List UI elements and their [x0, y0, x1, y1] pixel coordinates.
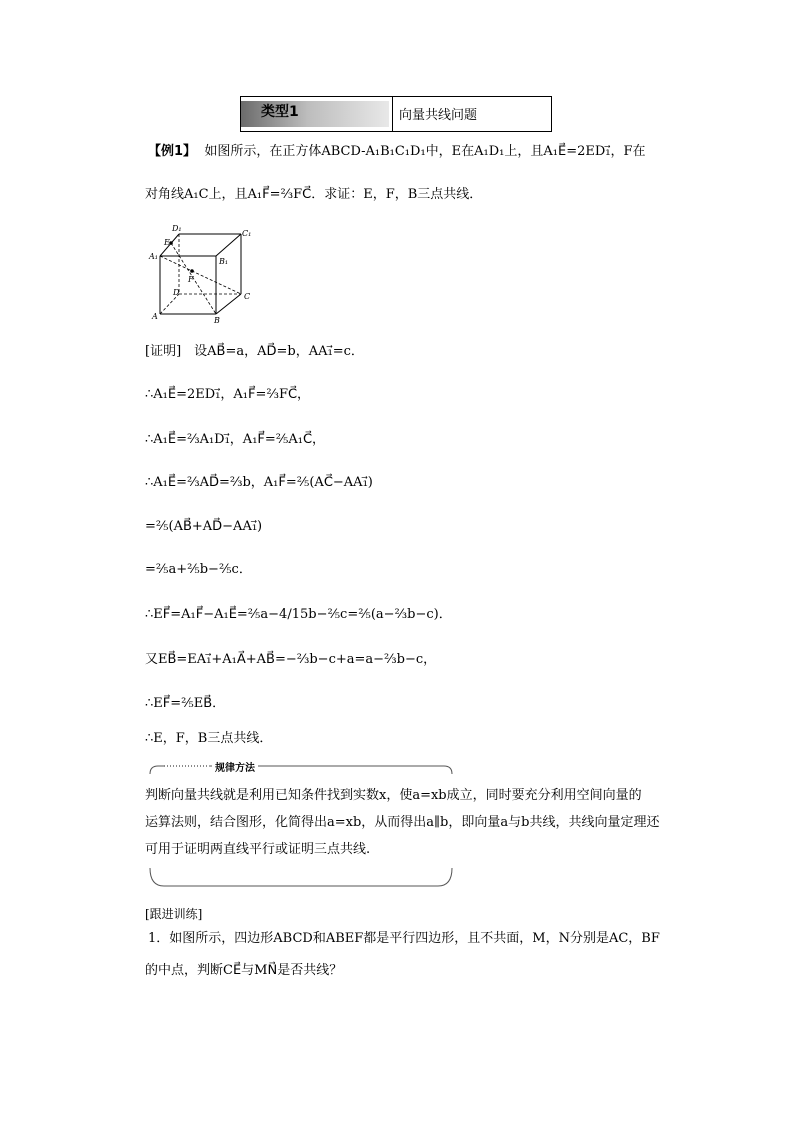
method-line-0: 判断向量共线就是利用已知条件找到实数x，使a=xb成立，同时要充分利用空间向量的: [145, 788, 642, 803]
proof-line-2: ∴A₁E⃗=⅔A₁D₁⃗，A₁F⃗=⅖A₁C⃗，: [145, 432, 326, 447]
proof-line-9: ∴E，F，B三点共线．: [145, 731, 273, 746]
proof-line-0: [证明] 设AB⃗=a，AD⃗=b，AA₁⃗=c．: [145, 344, 364, 359]
type-header-box: [240, 96, 552, 132]
type-title: 向量共线问题: [399, 108, 478, 123]
proof-line-1: ∴A₁E⃗=2ED₁⃗，A₁F⃗=⅔FC⃗，: [145, 387, 311, 402]
example-line-1: [148, 143, 646, 161]
method-line-2: 可用于证明两直线平行或证明三点共线.: [145, 842, 371, 857]
practice-line-2: 的中点，判断CE⃗与MN⃗是否共线？: [145, 963, 343, 978]
proof-line-8: ∴EF⃗=⅖EB⃗．: [145, 696, 226, 711]
type-label: 类型1: [261, 104, 299, 120]
label-c: C: [244, 292, 251, 301]
method-line-1: 运算法则，结合图形，化简得出a=xb，从而得出a∥b，即向量a与b共线，共线向量定理还: [145, 815, 660, 830]
label-b: B: [214, 316, 220, 325]
proof-line-3: ∴A₁E⃗=⅔AD⃗=⅔b，A₁F⃗=⅖(AC⃗−AA₁⃗): [145, 475, 373, 490]
example-tag: 【例1】: [148, 144, 197, 159]
type-divider: [392, 97, 393, 131]
edge-b1c1: [216, 234, 241, 256]
label-a: A: [152, 312, 158, 321]
label-a1: A₁: [149, 252, 158, 261]
cube-figure: [148, 222, 258, 326]
proof-line-7: 又EB⃗=EA₁⃗+A₁A⃗+AB⃗=−⅔b−c+a=a−⅔b−c，: [145, 652, 437, 667]
label-b1: B₁: [219, 257, 229, 266]
label-c1: C₁: [242, 229, 252, 238]
proof-line-4: =⅖(AB⃗+AD⃗−AA₁⃗): [145, 519, 263, 534]
proof-line-6: ∴EF⃗=A₁F⃗−A₁E⃗=⅖a−4/15b−⅖c=⅖(a−⅔b−c)．: [145, 607, 452, 622]
label-d: D: [173, 288, 180, 297]
example-line-2: 对角线A₁C上，且A₁F⃗=⅔FC⃗．求证：E，F，B三点共线．: [145, 187, 483, 202]
method-title: 规律方法: [212, 759, 258, 774]
label-f: F: [188, 275, 194, 284]
practice-line-1: 1．如图所示，四边形ABCD和ABEF都是平行四边形，且不共面，M，N分别是AC，BF: [148, 931, 660, 946]
point-f: [190, 269, 194, 273]
example-text-1: 如图所示，在正方体ABCD-A₁B₁C₁D₁中，E在A₁D₁上，且A₁E⃗=2ED₁⃗，F在: [204, 144, 646, 159]
edge-ad: [160, 294, 179, 314]
label-e: E: [164, 238, 170, 247]
practice-tag: [跟进训练]: [145, 907, 203, 921]
label-d1: D₁: [172, 224, 182, 233]
proof-line-5: =⅖a+⅖b−⅖c．: [145, 562, 252, 577]
edge-bc: [216, 294, 241, 314]
